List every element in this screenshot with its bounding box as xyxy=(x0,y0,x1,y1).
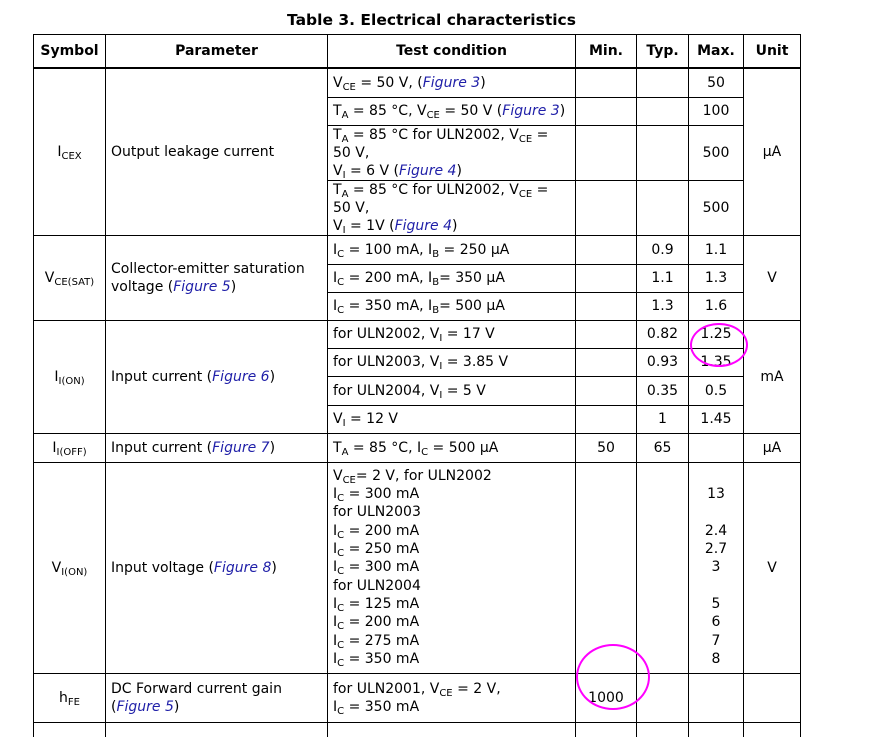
min-cell xyxy=(576,292,637,320)
typ-cell xyxy=(637,180,689,235)
max-cell: 1.6 xyxy=(689,292,744,320)
partial-cell xyxy=(34,722,106,737)
partial-cell xyxy=(576,722,637,737)
param-vcesat: Collector-emitter saturation voltage (Figure 5) xyxy=(106,235,328,320)
table-row xyxy=(34,673,801,722)
test-condition: $I_C = 200$ mA, $I_B= 350$ µA xyxy=(328,264,576,292)
electrical-characteristics-table xyxy=(33,34,801,737)
typ-cell: 0.82 xyxy=(637,320,689,348)
test-condition: for ULN2003, $V_I = 3.85$ V xyxy=(328,348,576,376)
test-condition: $I_C = 100$ mA, $I_B = 250$ µA xyxy=(328,235,576,264)
symbol-vcesat: $V_{CE(SAT)}$ xyxy=(34,235,106,320)
figure-link[interactable]: Figure 4 xyxy=(399,162,457,179)
figure-link[interactable]: Figure 5 xyxy=(173,278,231,295)
max-cell: 1.35 xyxy=(689,348,744,376)
test-condition: $V_{CE}= 2$ V, for ULN2002 $I_C = 300$ mA for ULN2003 $I_C = 200$ mA $I_C = 250$ mA $I_C = 300$ mA for ULN2004 $I_C = 125$ mA $I_C = 200$ mA $I_C = 275$ mA $I_C = 350$ mA xyxy=(328,462,576,673)
typ-cell xyxy=(637,673,689,722)
figure-link[interactable]: Figure 7 xyxy=(212,439,270,456)
max-cell: 1.45 xyxy=(689,405,744,433)
min-cell xyxy=(576,462,637,673)
test-condition: for ULN2001, $V_{CE} = 2$ V, $I_C = 350$ mA xyxy=(328,673,576,722)
param-vion: Input voltage (Figure 8) xyxy=(106,462,328,673)
param-ion: Input current (Figure 6) xyxy=(106,320,328,433)
max-cell xyxy=(689,673,744,722)
table-row-partial xyxy=(34,722,801,737)
max-cell: 1.3 xyxy=(689,264,744,292)
figure-link[interactable]: Figure 4 xyxy=(394,217,453,234)
max-cell: 500 xyxy=(689,125,744,180)
figure-link[interactable]: Figure 8 xyxy=(213,559,272,576)
figure-link[interactable]: Figure 3 xyxy=(502,103,560,119)
partial-cell xyxy=(689,722,744,737)
typ-cell xyxy=(637,97,689,125)
test-condition: for ULN2004, $V_I = 5$ V xyxy=(328,376,576,405)
test-condition: $I_C = 350$ mA, $I_B= 500$ µA xyxy=(328,292,576,320)
test-condition: $T_A = 85$ °C, $I_C = 500$ µA xyxy=(328,433,576,462)
table-row xyxy=(34,68,801,97)
max-cell: 50 xyxy=(689,68,744,97)
param-icex: Output leakage current xyxy=(106,68,328,235)
symbol-icex: $I_{CEX}$ xyxy=(34,68,106,235)
min-cell xyxy=(576,320,637,348)
table-row xyxy=(34,462,801,673)
min-cell xyxy=(576,405,637,433)
min-cell xyxy=(576,68,637,97)
unit-ioff: µA xyxy=(744,433,801,462)
partial-cell xyxy=(328,722,576,737)
symbol-hfe: $h_{FE}$ xyxy=(34,673,106,722)
header-unit: Unit xyxy=(744,35,801,69)
param-ioff: Input current (Figure 7) xyxy=(106,433,328,462)
min-cell xyxy=(576,125,637,180)
typ-cell: 65 xyxy=(637,433,689,462)
typ-cell xyxy=(637,125,689,180)
header-max: Max. xyxy=(689,35,744,69)
min-cell xyxy=(576,348,637,376)
table-row xyxy=(34,320,801,348)
test-condition: $T_A = 85$ °C for ULN2002, $V_{CE} = 50$ V, $V_I = 6$ V (Figure 4) xyxy=(328,125,576,180)
max-cell: 100 xyxy=(689,97,744,125)
table-row xyxy=(34,433,801,462)
test-condition: $T_A = 85$ °C, $V_{CE} = 50$ V (Figure 3) xyxy=(328,97,576,125)
unit-vion: V xyxy=(744,462,801,673)
partial-cell xyxy=(106,722,328,737)
figure-link[interactable]: Figure 5 xyxy=(116,698,174,715)
partial-cell xyxy=(637,722,689,737)
header-parameter: Parameter xyxy=(106,35,328,69)
typ-cell: 1.3 xyxy=(637,292,689,320)
max-cell: 500 xyxy=(689,180,744,235)
symbol-vion: $V_{I(ON)}$ xyxy=(34,462,106,673)
symbol-ion: $I_{I(ON)}$ xyxy=(34,320,106,433)
header-symbol: Symbol xyxy=(34,35,106,69)
test-condition: $T_A = 85$ °C for ULN2002, $V_{CE} = 50$ V, $V_I = 1V$ (Figure 4) xyxy=(328,180,576,235)
unit-icex: µA xyxy=(744,68,801,235)
min-cell xyxy=(576,180,637,235)
unit-vcesat: V xyxy=(744,235,801,320)
header-min: Min. xyxy=(576,35,637,69)
typ-cell: 0.93 xyxy=(637,348,689,376)
symbol-ioff: $I_{I(OFF)}$ xyxy=(34,433,106,462)
max-cell: 13 2.4 2.7 3 5 6 7 8 xyxy=(689,462,744,673)
typ-cell: 1 xyxy=(637,405,689,433)
max-cell: 0.5 xyxy=(689,376,744,405)
min-cell: 1000 xyxy=(576,673,637,722)
min-cell xyxy=(576,264,637,292)
min-cell: 50 xyxy=(576,433,637,462)
table-row xyxy=(34,235,801,264)
header-row xyxy=(34,35,801,69)
typ-cell: 0.9 xyxy=(637,235,689,264)
figure-link[interactable]: Figure 3 xyxy=(422,74,481,91)
test-condition: for ULN2002, $V_I = 17$ V xyxy=(328,320,576,348)
test-condition: $V_{CE} = 50$ V, (Figure 3) xyxy=(328,68,576,97)
partial-cell xyxy=(744,722,801,737)
unit-cell xyxy=(744,673,801,722)
max-cell xyxy=(689,433,744,462)
param-hfe: DC Forward current gain (Figure 5) xyxy=(106,673,328,722)
header-typ: Typ. xyxy=(637,35,689,69)
table-title: Table 3. Electrical characteristics xyxy=(287,11,576,29)
typ-cell: 0.35 xyxy=(637,376,689,405)
max-cell: 1.1 xyxy=(689,235,744,264)
min-cell xyxy=(576,376,637,405)
min-cell xyxy=(576,235,637,264)
typ-cell: 1.1 xyxy=(637,264,689,292)
test-condition: $V_I = 12$ V xyxy=(328,405,576,433)
typ-cell xyxy=(637,462,689,673)
typ-cell xyxy=(637,68,689,97)
header-test-condition: Test condition xyxy=(328,35,576,69)
max-cell: 1.25 xyxy=(689,320,744,348)
unit-ion: mA xyxy=(744,320,801,433)
min-cell xyxy=(576,97,637,125)
figure-link[interactable]: Figure 6 xyxy=(212,368,270,385)
